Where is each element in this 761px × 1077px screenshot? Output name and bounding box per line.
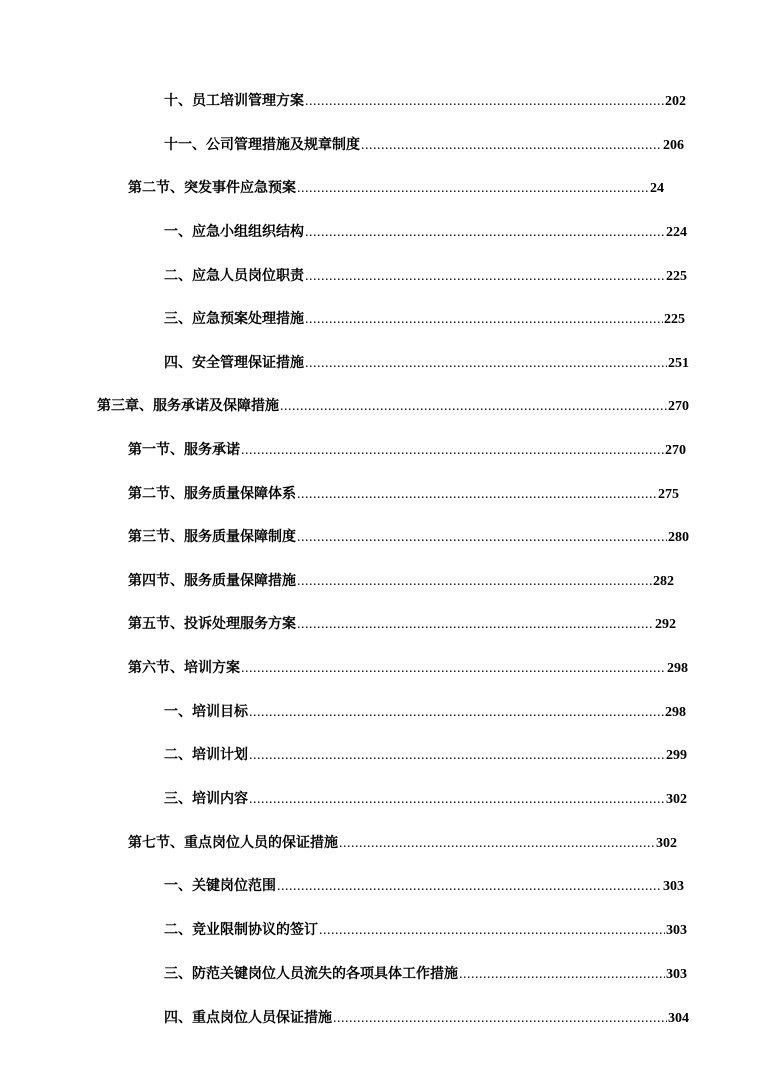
toc-entry-title: 第三节、服务质量保障制度 — [128, 530, 296, 545]
toc-dot-leader — [297, 179, 649, 199]
toc-entry-page-number: 302 — [656, 836, 677, 851]
toc-dot-leader — [305, 310, 663, 330]
toc-dot-leader — [241, 441, 664, 461]
toc-dot-leader — [361, 136, 662, 156]
toc-entry-title: 一、关键岗位范围 — [164, 879, 276, 894]
toc-entry[interactable] — [164, 790, 687, 810]
toc-entry-title: 二、竞业限制协议的签订 — [164, 923, 318, 938]
toc-entry-title: 一、应急小组组织结构 — [164, 225, 304, 240]
toc-dot-leader — [459, 965, 665, 985]
toc-entry[interactable] — [164, 92, 686, 112]
toc-entry[interactable] — [128, 441, 686, 461]
toc-entry-page-number: 202 — [665, 94, 686, 109]
toc-dot-leader — [297, 615, 654, 635]
toc-entry[interactable] — [164, 310, 685, 330]
toc-dot-leader — [249, 790, 665, 810]
toc-dot-leader — [305, 92, 664, 112]
toc-entry-page-number: 282 — [653, 574, 674, 589]
toc-entry-title: 一、培训目标 — [164, 705, 248, 720]
toc-entry-page-number: 206 — [663, 138, 684, 153]
toc-entry-page-number: 280 — [668, 530, 689, 545]
toc-entry-title: 三、防范关键岗位人员流失的各项具体工作措施 — [164, 967, 458, 982]
toc-entry-title: 三、应急预案处理措施 — [164, 312, 304, 327]
toc-entry-title: 第七节、重点岗位人员的保证措施 — [128, 836, 338, 851]
toc-entry-page-number: 303 — [663, 879, 684, 894]
toc-entry-title: 二、应急人员岗位职责 — [164, 269, 304, 284]
toc-entry-page-number: 298 — [665, 705, 686, 720]
toc-entry[interactable] — [164, 267, 687, 287]
toc-dot-leader — [297, 528, 667, 548]
toc-dot-leader — [277, 877, 662, 897]
toc-entry-page-number: 292 — [655, 617, 676, 632]
toc-entry-title: 第二节、突发事件应急预案 — [128, 181, 296, 196]
toc-entry-page-number: 303 — [666, 923, 687, 938]
toc-dot-leader — [305, 223, 665, 243]
toc-entry-page-number: 225 — [666, 269, 687, 284]
toc-dot-leader — [319, 921, 665, 941]
toc-entry[interactable] — [97, 397, 689, 417]
toc-entry-page-number: 303 — [666, 967, 687, 982]
toc-entry-title: 第二节、服务质量保障体系 — [128, 487, 296, 502]
toc-dot-leader — [305, 267, 665, 287]
toc-entry-page-number: 304 — [668, 1011, 689, 1026]
toc-dot-leader — [333, 1009, 667, 1029]
toc-entry-page-number: 224 — [666, 225, 687, 240]
toc-entry[interactable] — [128, 615, 676, 635]
toc-entry-title: 二、培训计划 — [164, 748, 248, 763]
toc-entry-title: 十、员工培训管理方案 — [164, 94, 304, 109]
toc-entry-page-number: 251 — [668, 356, 689, 371]
toc-entry[interactable] — [164, 223, 687, 243]
toc-dot-leader — [297, 572, 652, 592]
toc-entry[interactable] — [164, 1009, 689, 1029]
toc-entry[interactable] — [128, 572, 674, 592]
toc-entry[interactable] — [128, 659, 688, 679]
toc-dot-leader — [339, 834, 655, 854]
toc-entry-page-number: 225 — [664, 312, 685, 327]
toc-entry[interactable] — [164, 136, 684, 156]
toc-entry[interactable] — [164, 746, 687, 766]
toc-entry[interactable] — [128, 485, 679, 505]
toc-entry[interactable] — [164, 703, 686, 723]
toc-entry-page-number: 24 — [650, 181, 664, 196]
toc-dot-leader — [297, 485, 657, 505]
toc-dot-leader — [249, 746, 665, 766]
toc-entry-title: 四、重点岗位人员保证措施 — [164, 1011, 332, 1026]
toc-entry-title: 第四节、服务质量保障措施 — [128, 574, 296, 589]
toc-dot-leader — [305, 354, 667, 374]
toc-entry-title: 第六节、培训方案 — [128, 661, 240, 676]
toc-entry-title: 第一节、服务承诺 — [128, 443, 240, 458]
toc-dot-leader — [241, 659, 666, 679]
toc-entry-title: 三、培训内容 — [164, 792, 248, 807]
toc-entry-title: 第五节、投诉处理服务方案 — [128, 617, 296, 632]
toc-entry[interactable] — [164, 921, 687, 941]
toc-entry-page-number: 275 — [658, 487, 679, 502]
toc-entry-title: 四、安全管理保证措施 — [164, 356, 304, 371]
toc-entry-page-number: 270 — [665, 443, 686, 458]
toc-entry-title: 十一、公司管理措施及规章制度 — [164, 138, 360, 153]
toc-entry-page-number: 298 — [667, 661, 688, 676]
toc-entry-page-number: 302 — [666, 792, 687, 807]
toc-entry-page-number: 270 — [668, 399, 689, 414]
toc-entry[interactable] — [128, 179, 664, 199]
toc-entry[interactable] — [128, 834, 677, 854]
toc-dot-leader — [280, 397, 667, 417]
toc-entry-title: 第三章、服务承诺及保障措施 — [97, 399, 279, 414]
toc-entry[interactable] — [164, 354, 689, 374]
toc-entry[interactable] — [164, 965, 687, 985]
toc-entry[interactable] — [164, 877, 684, 897]
toc-dot-leader — [249, 703, 664, 723]
toc-entry[interactable] — [128, 528, 689, 548]
toc-entry-page-number: 299 — [666, 748, 687, 763]
